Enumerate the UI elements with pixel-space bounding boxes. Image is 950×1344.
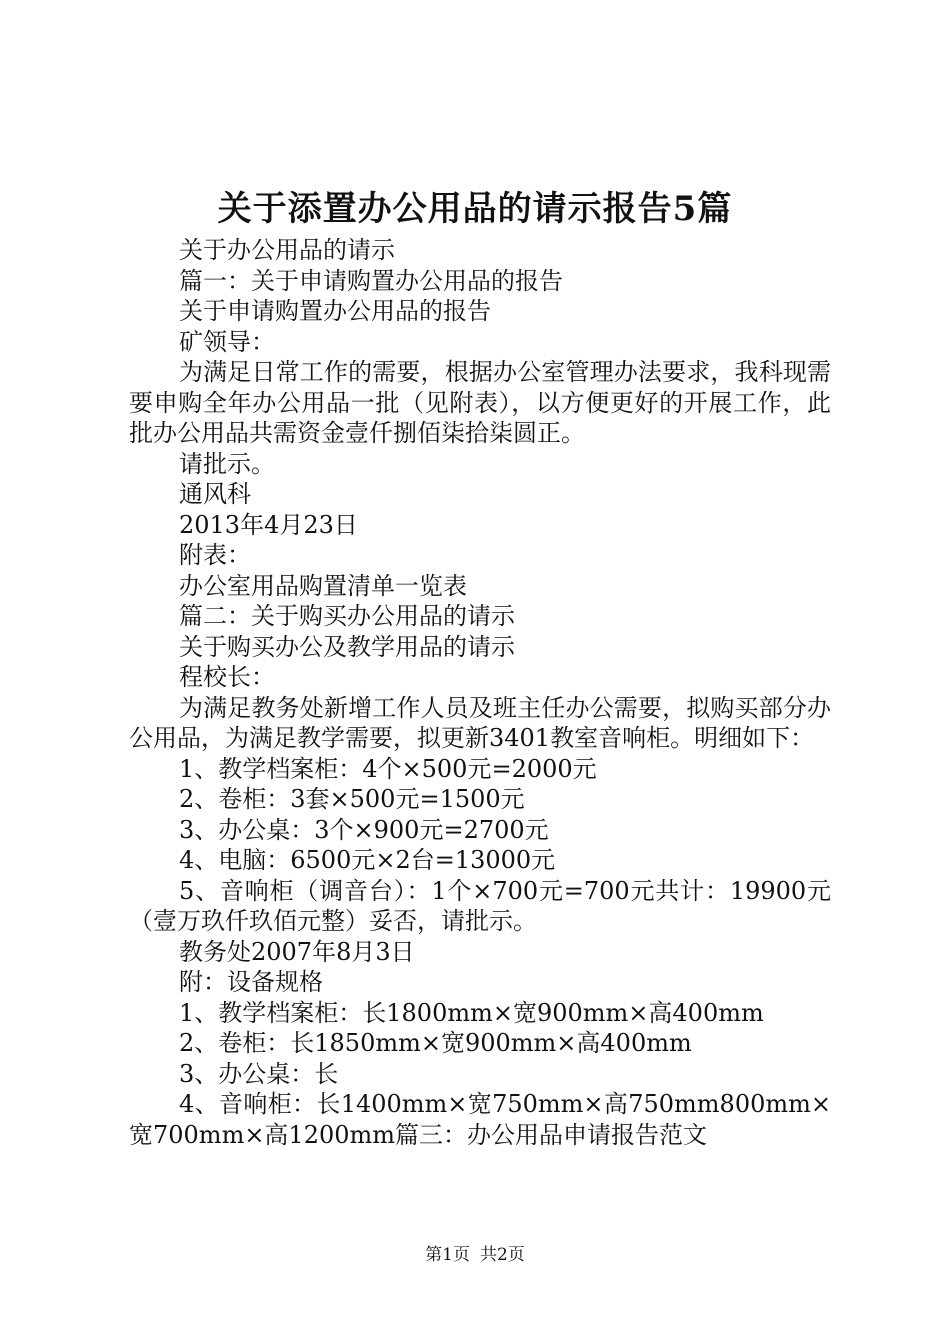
paragraph: 篇一：关于申请购置办公用品的报告 xyxy=(179,266,563,295)
paragraph: 1、教学档案柜：长1800mm×宽900mm×高400mm xyxy=(179,998,764,1027)
paragraph: 附：设备规格 xyxy=(179,968,323,996)
document-body xyxy=(129,235,831,1150)
paragraph: 教务处2007年8月3日 xyxy=(179,937,415,966)
paragraph: 通风科 xyxy=(179,480,251,508)
paragraph: 为满足教务处新增工作人员及班主任办公需要，拟购买部分办公用品，为满足教学需要，拟更新3401教室音响柜。明细如下： xyxy=(129,693,831,752)
paragraph: 篇二：关于购买办公用品的请示 xyxy=(179,602,515,630)
page-total: 共2页 xyxy=(480,1245,525,1265)
paragraph: 3、办公桌：长 xyxy=(179,1059,339,1088)
page-number: 第1页 xyxy=(425,1245,470,1265)
paragraph: 4、电脑：6500元×2台=13000元 xyxy=(179,846,556,874)
paragraph: 关于购买办公及教学用品的请示 xyxy=(179,632,515,661)
paragraph: 关于申请购置办公用品的报告 xyxy=(179,297,491,325)
paragraph: 矿领导： xyxy=(179,327,275,356)
paragraph: 5、音响柜（调音台）：1个×700元=700元共计：19900元（壹万玖仟玖佰元整）妥否，请批示。 xyxy=(129,876,831,935)
paragraph: 请批示。 xyxy=(179,449,275,478)
paragraph: 2013年4月23日 xyxy=(179,510,358,539)
paragraph: 办公室用品购置清单一览表 xyxy=(179,571,467,600)
paragraph: 4、音响柜：长1400mm×宽750mm×高750mm800mm×宽700mm×高1200mm篇三：办公用品申请报告范文 xyxy=(129,1090,831,1149)
paragraph: 为满足日常工作的需要，根据办公室管理办法要求，我科现需要申购全年办公用品一批（见附表），以方便更好的开展工作，此批办公用品共需资金壹仟捌佰柒拾柒圆正。 xyxy=(129,358,831,447)
paragraph: 关于办公用品的请示 xyxy=(179,236,395,264)
paragraph: 程校长： xyxy=(179,663,275,691)
paragraph: 1、教学档案柜：4个×500元=2000元 xyxy=(179,754,597,783)
paragraph: 附表： xyxy=(179,541,251,569)
paragraph: 2、卷柜：长1850mm×宽900mm×高400mm xyxy=(179,1029,692,1057)
page-footer xyxy=(0,1244,950,1266)
paragraph: 3、办公桌：3个×900元=2700元 xyxy=(179,815,549,844)
document-title: 关于添置办公用品的请示报告5篇 xyxy=(217,189,733,229)
paragraph: 2、卷柜：3套×500元=1500元 xyxy=(179,785,525,813)
